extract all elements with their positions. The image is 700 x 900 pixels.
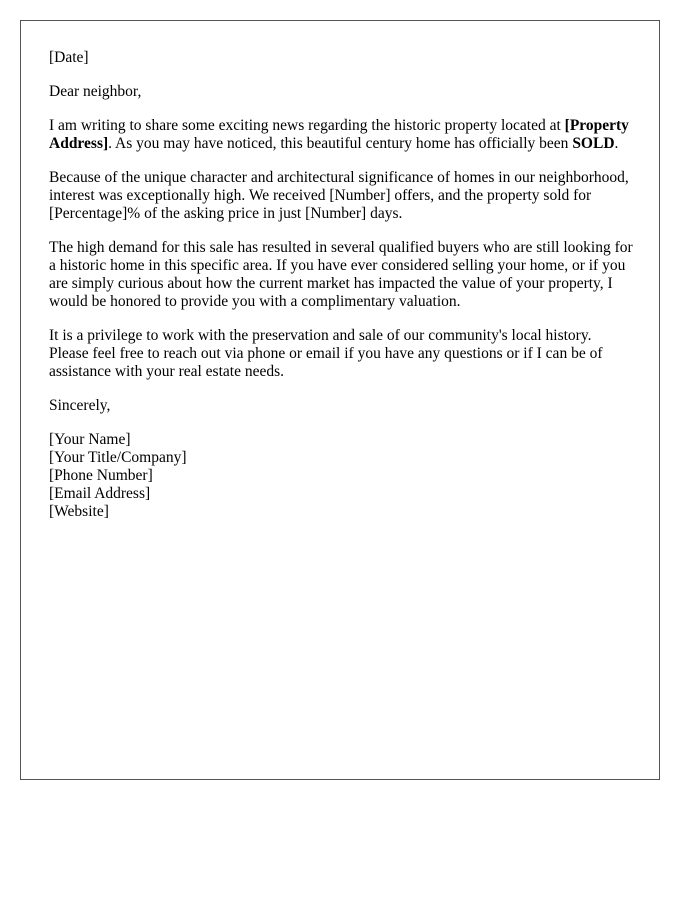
letter-body	[49, 49, 633, 521]
announcement-middle: . As you may have noticed, this beautiful century home has officially been	[108, 135, 573, 152]
signature-block	[49, 431, 633, 521]
paragraph-interest: Because of the unique character and architectural significance of homes in our neighborhood, interest was exceptionally high. We received [Number] offers, and the property sold for [Percentage]% of the asking price in just [Number] days.	[49, 169, 629, 222]
sold-status: SOLD	[572, 135, 615, 152]
letter-page	[20, 20, 660, 780]
announcement-end: .	[614, 135, 619, 152]
letter-date: [Date]	[49, 49, 89, 66]
signature-website: [Website]	[49, 503, 109, 520]
paragraph-demand: The high demand for this sale has resulted in several qualified buyers who are still looking for a historic home in this specific area. If you have ever considered selling your home, or if you are simply curious about how the current market has impacted the value of your property, I would be honored to provide you with a complimentary valuation.	[49, 239, 633, 310]
announcement-intro: I am writing to share some exciting news regarding the historic property located at	[49, 117, 565, 134]
signature-email: [Email Address]	[49, 485, 151, 502]
letter-salutation: Dear neighbor,	[49, 83, 142, 100]
signature-phone: [Phone Number]	[49, 467, 153, 484]
paragraph-privilege: It is a privilege to work with the preservation and sale of our community's local history. Please feel free to reach out via phone or email if you have any questions or if I can be of assistance with your real estate needs.	[49, 327, 603, 380]
property-address: [Property Address]	[49, 117, 629, 152]
letter-closing: Sincerely,	[49, 397, 111, 414]
signature-title: [Your Title/Company]	[49, 449, 187, 466]
signature-name: [Your Name]	[49, 431, 131, 448]
paragraph-announcement	[49, 117, 633, 153]
